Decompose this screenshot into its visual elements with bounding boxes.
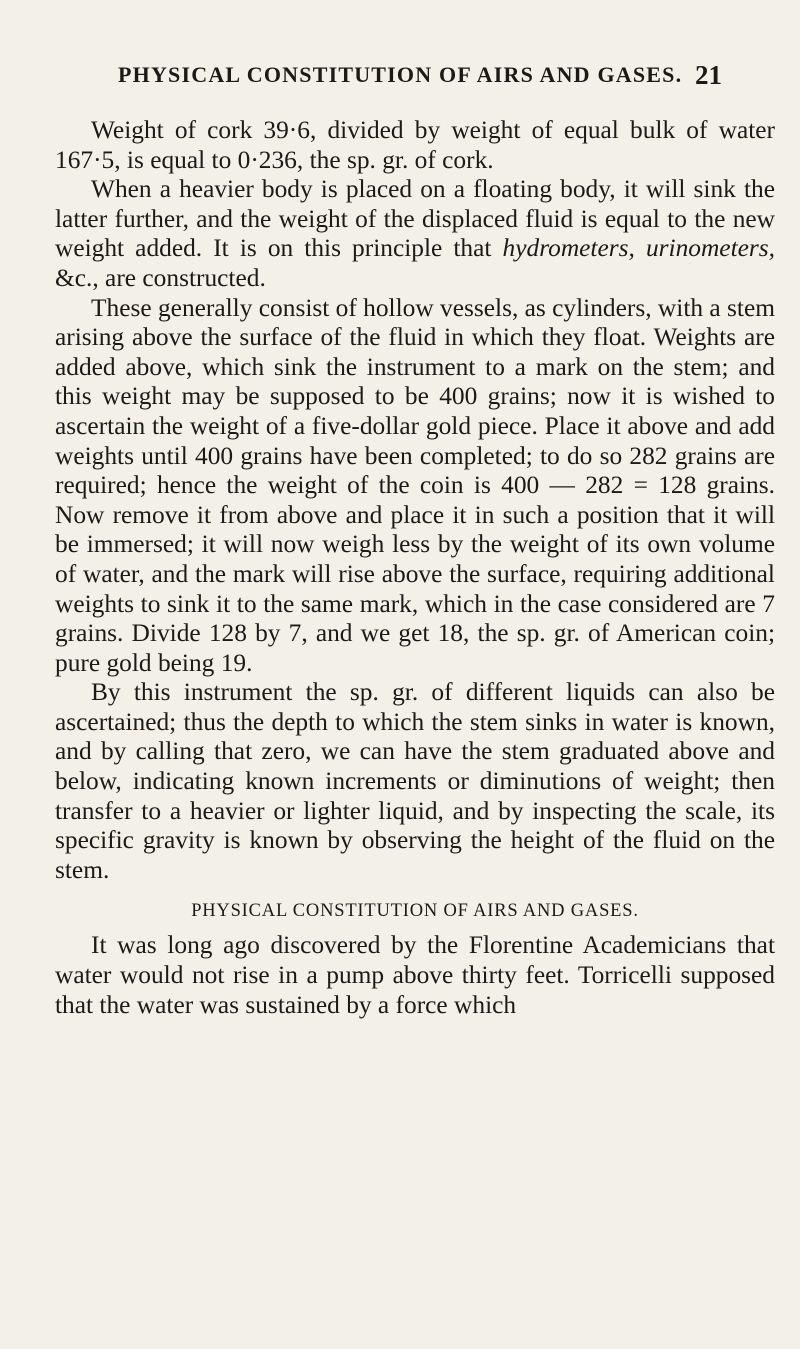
paragraph-hydrometer-construction: These generally consist of hollow vessels, as cylinders, with a stem arising above the surface of the fluid in which they float. Weights are added above, which sink the instrument to a mark on the stem; and this weight may be supposed to be 400 grains; now it is wished to ascertain the weight of a five-dollar gold piece. Place it above and add weights until 400 grains have been completed; to do so 282 grains are required; hence the weight of the coin is 400 — 282 = 128 grains. Now remove it from above and place it in such a position that it will be immersed; it will now weigh less by the weight of its own volume of water, and the mark will rise above the surface, requiring additional weights to sink it to the same mark, which in the case considered are 7 grains. Divide 128 by 7, and we get 18, the sp. gr. of American coin; pure gold being 19. [55,293,775,677]
running-title: PHYSICAL CONSTITUTION OF AIRS AND GASES. [118,62,683,87]
body-text [55,116,775,1020]
instrument-names: hydrometers, urinometers, [502,234,776,263]
paragraph-torricelli: It was long ago discovered by the Florentine Academicians that water would not rise in a pump above thirty feet. Torricelli supposed that the water was sustained by a force which [55,931,775,1019]
paragraph-floating-body-end: &c., are constructed. [55,263,266,292]
section-heading: PHYSICAL CONSTITUTION OF AIRS AND GASES. [191,901,639,922]
page-number: 21 [695,60,722,90]
paragraph-floating-body [55,175,775,293]
paragraph-liquid-gravity: By this instrument the sp. gr. of different liquids can also be ascertained; thus the depth to which the stem sinks in water is known, and by calling that zero, we can have the stem graduated above and below, indicating known increments or diminutions of weight; then transfer to a heavier or lighter liquid, and by inspecting the scale, its specific gravity is known by observing the height of the fluid on the stem. [55,678,775,884]
running-header [118,62,722,96]
paragraph-cork-gravity: Weight of cork 39·6, divided by weight of equal bulk of water 167·5, is equal to 0·236, the sp. gr. of cork. [55,116,775,174]
paragraph-floating-body-start: When a heavier body is placed on a floating body, it will sink the latter further, and the weight of the displaced fluid is equal to the new weight added. It is on this principle that [55,175,775,263]
